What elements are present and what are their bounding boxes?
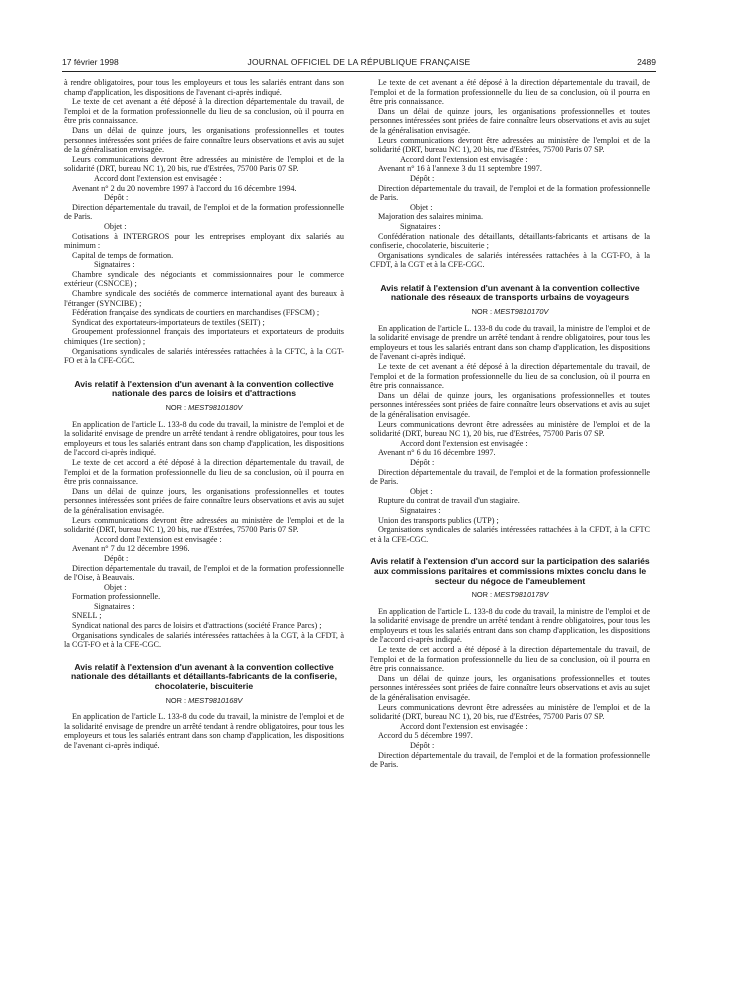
section-label: Dépôt : [104, 193, 129, 203]
paragraph: Le texte de cet avenant a été déposé à la direction départementale du travail, de l'emploi et de la formation professionnelle du lieu de sa conclusion, où il pourra en être pris connaissance. [370, 362, 650, 391]
section-label: Dépôt : [410, 741, 435, 750]
section-label: Signataires : [94, 601, 135, 611]
paragraph: Cotisations à INTERGROS pour les entreprises employant dix salariés au minimum : [64, 231, 344, 251]
nor-code: MEST9810170V [494, 307, 549, 317]
section-title: Avis relatif à l'extension d'un avenant à la convention collective nationale des détaillants et détaillants-fabricants de la confiserie, chocolaterie, biscuiterie [70, 661, 337, 692]
paragraph: Majoration des salaires minima. [378, 212, 484, 222]
nor-code: MEST9810178V [494, 590, 549, 600]
paragraph: Avenant n° 7 du 12 décembre 1996. [72, 544, 190, 554]
paragraph: En application de l'article L. 133-8 du code du travail, la ministre de l'emploi et de la solidarité envisage de prendre un arrêté tendant à rendre obligatoires, pour tous les employeurs et tous les salariés entrant dans son champ d'application, les dispositions de l'accord ci-après indiqué. [64, 419, 344, 458]
nor-reference [64, 696, 344, 706]
nor-code: MEST9810180V [188, 403, 243, 412]
paragraph: Direction départementale du travail, de l'emploi et de la formation professionnelle de l'Oise, à Beauvais. [64, 563, 344, 583]
paragraph: Chambre syndicale des négociants et commissionnaires pour le commerce extérieur (CSNCCE) ; [64, 269, 344, 289]
paragraph: Le texte de cet accord a été déposé à la direction départementale du travail, de l'emploi et de la formation professionnelle du lieu de sa conclusion, où il pourra en être pris connaissance. [64, 457, 344, 487]
paragraph: Union des transports publics (UTP) ; [378, 515, 499, 525]
section-label: Objet : [410, 202, 433, 212]
section-label: Dépôt : [104, 553, 129, 563]
header-rule [62, 71, 656, 72]
nor-reference [370, 590, 650, 600]
paragraph: Accord du 5 décembre 1997. [378, 731, 473, 741]
paragraph: Direction départementale du travail, de l'emploi et de la formation professionnelle de Paris. [64, 202, 344, 222]
paragraph: Syndicat des exportateurs-importateurs de textiles (SEIT) ; [72, 317, 265, 327]
paragraph: Leurs communications devront être adressées au ministère de l'emploi et de la solidarité (DRT, bureau NC 1), 20 bis, rue d'Estrées, 75700 Paris 07 SP. [64, 154, 344, 174]
paragraph: Avenant n° 16 à l'annexe 3 du 11 septembre 1997. [378, 164, 542, 174]
section-label: Accord dont l'extension est envisagée : [94, 534, 222, 544]
notice-section-parcs-loisirs [64, 380, 344, 650]
paragraph: Organisations syndicales de salariés intéressées rattachées à la CFTC, à la CGT-FO et à la CFE-CGC. [64, 346, 344, 366]
nor-reference [370, 307, 650, 317]
paragraph: Leurs communications devront être adressées au ministère de l'emploi et de la solidarité (DRT, bureau NC 1), 20 bis, rue d'Estrées, 75700 Paris 07 SP. [64, 515, 344, 535]
nor-code: MEST9810168V [188, 695, 243, 705]
paragraph: Syndicat national des parcs de loisirs et d'attractions (société France Parcs) ; [72, 621, 322, 631]
page-header [62, 57, 656, 69]
paragraph: Direction départementale du travail, de l'emploi et de la formation professionnelle de Paris. [370, 183, 650, 203]
nor-label: NOR : [165, 695, 187, 705]
spacer [370, 270, 650, 279]
paragraph: à rendre obligatoires, pour tous les employeurs et tous les salariés entrant dans son champ d'application, les dispositions de l'avenant ci-après indiqué. [64, 78, 344, 97]
paragraph: Leurs communications devront être adressées au ministère de l'emploi et de la solidarité (DRT, bureau NC 1), 20 bis, rue d'Estrées, 75700 Paris 07 SP. [370, 702, 650, 722]
paragraph: Le texte de cet accord a été déposé à la direction départementale du travail, de l'emploi et de la formation professionnelle du lieu de sa conclusion, où il pourra en être pris connaissance. [370, 645, 650, 674]
section-label: Signataires : [94, 260, 135, 270]
paragraph: Direction départementale du travail, de l'emploi et de la formation professionnelle de Paris. [370, 750, 650, 770]
paragraph: Le texte de cet avenant a été déposé à la direction départementale du travail, de l'emploi et de la formation professionnelle du lieu de sa conclusion, où il pourra en être pris connaissance. [370, 78, 650, 107]
paragraph: Fédération française des syndicats de courtiers en marchandises (FFSCM) ; [72, 308, 320, 318]
header-date: 17 février 1998 [62, 57, 119, 67]
section-title: Avis relatif à l'extension d'un avenant à la convention collective nationale des parcs de loisirs et d'attractions [74, 378, 334, 399]
paragraph: Avenant n° 6 du 16 décembre 1997. [378, 448, 496, 458]
section-label: Dépôt : [410, 173, 435, 183]
paragraph: Le texte de cet avenant a été déposé à la direction départementale du travail, de l'emploi et de la formation professionnelle du lieu de sa conclusion, où il pourra en être pris connaissance. [64, 97, 344, 126]
nor-reference [64, 403, 344, 413]
right-column [370, 78, 650, 774]
section-label: Objet : [410, 486, 433, 496]
paragraph: Organisations syndicales de salariés intéressées rattachées à la CFDT, à la CFTC et à la CFE-CGC. [370, 525, 650, 544]
nor-label: NOR : [165, 403, 187, 412]
section-title: Avis relatif à l'extension d'un accord sur la participation des salariés aux commissions paritaires et commissions mixtes conclu dans le secteur du négoce de l'ameublement [370, 556, 650, 586]
paragraph: Dans un délai de quinze jours, les organisations professionnelles et toutes personnes intéressées sont priées de faire connaître leurs observations et avis au sujet de la généralisation envisagée. [64, 125, 344, 155]
header-page-number: 2489 [637, 57, 656, 67]
paragraph: Leurs communications devront être adressées au ministère de l'emploi et de la solidarité (DRT, bureau NC 1), 20 bis, rue d'Estrées, 75700 Paris 07 SP. [370, 135, 650, 155]
nor-label: NOR : [471, 307, 493, 317]
paragraph: En application de l'article L. 133-8 du code du travail, la ministre de l'emploi et de la solidarité envisage de prendre un arrêté tendant à rendre obligatoires, pour tous les employeurs et tous les salariés entrant dans son champ d'application, les dispositions de l'avenant ci-après indiqué. [370, 323, 650, 362]
section-label: Accord dont l'extension est envisagée : [400, 438, 528, 448]
paragraph: SNELL ; [72, 611, 102, 621]
section-label: Objet : [104, 582, 127, 592]
section-label: Accord dont l'extension est envisagée : [94, 173, 222, 183]
paragraph: Dans un délai de quinze jours, les organisations professionnelles et toutes personnes intéressées sont priées de faire connaître leurs observations et avis au sujet de la généralisation envisagée. [64, 486, 344, 515]
section-label: Accord dont l'extension est envisagée : [400, 154, 528, 164]
paragraph: Organisations syndicales de salariés intéressées rattachées à la CGT-FO, à la CFDT, à la CGT et à la CFE-CGC. [370, 250, 650, 270]
spacer [64, 366, 344, 375]
section-label: Dépôt : [410, 457, 435, 467]
paragraph: Formation professionnelle. [72, 592, 161, 602]
header-journal-title: JOURNAL OFFICIEL DE LA RÉPUBLIQUE FRANÇAISE [247, 57, 471, 67]
paragraph: Organisations syndicales de salariés intéressées rattachées à la CGT, à la CFDT, à la CGT-FO et à la CFE-CGC. [64, 630, 344, 650]
paragraph: En application de l'article L. 133-8 du code du travail, la ministre de l'emploi et de la solidarité envisage de prendre un arrêté tendant à rendre obligatoires, pour tous les employeurs et tous les salariés entrant dans son champ d'application, les dispositions de l'accord ci-après indiqué. [370, 606, 650, 645]
paragraph: Direction départementale du travail, de l'emploi et de la formation professionnelle de Paris. [370, 467, 650, 487]
paragraph: Dans un délai de quinze jours, les organisations professionnelles et toutes personnes intéressées sont priées de faire connaître leurs observations et avis au sujet de la généralisation envisagée. [370, 106, 650, 135]
paragraph: Leurs communications devront être adressées au ministère de l'emploi et de la solidarité (DRT, bureau NC 1), 20 bis, rue d'Estrées, 75700 Paris 07 SP. [370, 419, 650, 439]
notice-section-ameublement [370, 557, 650, 769]
section-label: Signataires : [400, 505, 441, 515]
paragraph: Confédération nationale des détaillants, détaillants-fabricants et artisans de la confiserie, chocolaterie, biscuiterie ; [370, 231, 650, 251]
paragraph: Rupture du contrat de travail d'un stagiaire. [378, 496, 520, 506]
paragraph: Avenant n° 2 du 20 novembre 1997 à l'accord du 16 décembre 1994. [72, 183, 297, 193]
section-title: Avis relatif à l'extension d'un avenant à la convention collective nationale des réseaux de transports urbains de voyageurs [380, 282, 640, 303]
notice-section-confiserie [64, 663, 344, 751]
nor-label: NOR : [471, 590, 493, 600]
paragraph: Dans un délai de quinze jours, les organisations professionnelles et toutes personnes intéressées sont priées de faire connaître leurs observations et avis au sujet de la généralisation envisagée. [370, 673, 650, 703]
paragraph: Dans un délai de quinze jours, les organisations professionnelles et toutes personnes intéressées sont priées de faire connaître leurs observations et avis au sujet de la généralisation envisagée. [370, 390, 650, 419]
section-label: Objet : [104, 221, 127, 231]
paragraph: En application de l'article L. 133-8 du code du travail, la ministre de l'emploi et de la solidarité envisage de prendre un arrêté tendant à rendre obligatoires, pour tous les employeurs et tous les salariés entrant dans son champ d'application, les dispositions de l'avenant ci-après indiqué. [64, 712, 344, 750]
paragraph: Groupement professionnel français des importateurs et exportateurs de produits chimiques (1re section) ; [64, 327, 344, 347]
section-label: Accord dont l'extension est envisagée : [400, 721, 528, 731]
paragraph: Capital de temps de formation. [72, 250, 174, 260]
section-label: Signataires : [400, 221, 441, 231]
left-column [64, 78, 344, 755]
paragraph: Chambre syndicale des sociétés de commerce international ayant des bureaux à l'étranger (SYNCIBE) ; [64, 289, 344, 308]
notice-section-transports-urbains [370, 284, 650, 544]
